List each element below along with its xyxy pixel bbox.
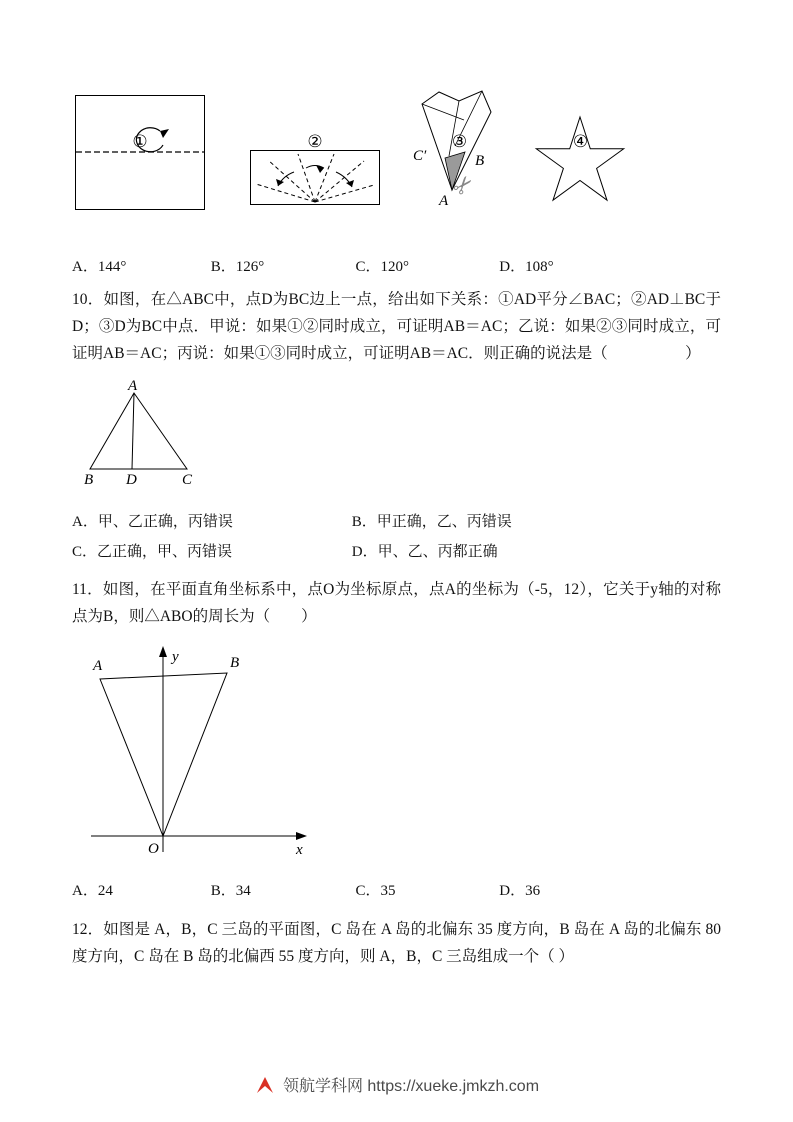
figure-1-label: ① bbox=[132, 132, 148, 152]
q11-option-c: C．35 bbox=[355, 883, 396, 899]
fig3-label-a: A bbox=[439, 193, 449, 209]
question-11-options bbox=[72, 879, 793, 900]
figure-2-fan-folds bbox=[250, 150, 380, 205]
question-11-figure bbox=[75, 644, 793, 869]
fan-dashed-lines bbox=[256, 154, 374, 202]
y-axis-label: y bbox=[172, 649, 179, 665]
q9-option-b: B．126° bbox=[210, 259, 265, 275]
fig3-label-c: C′ bbox=[413, 148, 427, 164]
vertex-b-label: B bbox=[84, 472, 94, 488]
q9-option-d: D．108° bbox=[499, 259, 554, 275]
vertex-a-label: A bbox=[128, 379, 138, 394]
fold-arrows-icon bbox=[278, 166, 352, 188]
q11-option-a: A．24 bbox=[72, 883, 113, 899]
q11-option-d: D．36 bbox=[499, 883, 541, 899]
figure-4-star bbox=[533, 113, 628, 205]
scissors-icon: ✂ bbox=[447, 169, 481, 202]
point-d-label: D bbox=[126, 472, 137, 488]
q10-option-d: D．甲、乙、丙都正确 bbox=[351, 544, 498, 560]
triangle-abd-figure bbox=[82, 379, 197, 489]
question-10-figure bbox=[82, 379, 793, 494]
origin-label: O bbox=[148, 841, 159, 857]
vertex-c-label: C bbox=[182, 472, 193, 488]
q10-option-c: C．乙正确，甲、丙错误 bbox=[72, 544, 233, 560]
footer-site-text: 领航学科网 https://xueke.jmkzh.com bbox=[282, 1078, 540, 1095]
point-b-label: B bbox=[230, 655, 240, 671]
question-11-text: 11．如图，在平面直角坐标系中，点O为坐标原点，点A的坐标为（-5，12），它关于y轴的对称点为B，则△ABO的周长为（ ） bbox=[72, 581, 721, 625]
q10-option-b: B．甲正确，乙、丙错误 bbox=[351, 514, 512, 530]
x-axis-label: x bbox=[296, 842, 303, 858]
figure-4-label: ④ bbox=[572, 132, 589, 152]
figure-2-label: ② bbox=[307, 132, 323, 152]
site-logo-icon bbox=[254, 1074, 276, 1096]
figure-3-label: ③ bbox=[451, 132, 468, 152]
q10-option-a: A．甲、乙正确，丙错误 bbox=[72, 514, 233, 530]
q9-option-a: A．144° bbox=[72, 259, 127, 275]
q11-option-b: B．34 bbox=[210, 883, 251, 899]
coordinate-plane-figure bbox=[75, 644, 310, 864]
q9-option-c: C．120° bbox=[355, 259, 410, 275]
y-axis-arrowhead-icon bbox=[159, 646, 167, 657]
triangle-outline bbox=[90, 393, 187, 469]
figures-row bbox=[0, 0, 793, 243]
star-outline bbox=[536, 117, 623, 200]
question-9-options bbox=[72, 255, 793, 276]
question-12-text: 12．如图是 A，B，C 三岛的平面图，C 岛在 A 岛的北偏东 35 度方向，B 岛在 A 岛的北偏东 80 度方向，C 岛在 B 岛的北偏西 55 度方向，则 A，B，C 三岛组成一个（ ） bbox=[72, 921, 721, 965]
cevian-ad-line bbox=[132, 393, 134, 469]
figure-1-fold-rotation bbox=[75, 95, 205, 210]
question-10-options bbox=[72, 510, 793, 570]
x-axis-arrowhead-icon bbox=[296, 832, 307, 840]
question-10-text: 10．如图，在△ABC中，点D为BC边上一点，给出如下关系：①AD平分∠BAC；②AD⊥BC于D；③D为BC中点．甲说：如果①②同时成立，可证明AB＝AC；乙说：如果②③同时成立，可证明AB＝AC；丙说：如果①③同时成立，可证明AB＝AC．则正确的说法是（ ） bbox=[72, 291, 721, 362]
footer bbox=[0, 1073, 793, 1096]
fig3-label-b: B bbox=[475, 153, 485, 169]
point-a-label: A bbox=[93, 658, 103, 674]
